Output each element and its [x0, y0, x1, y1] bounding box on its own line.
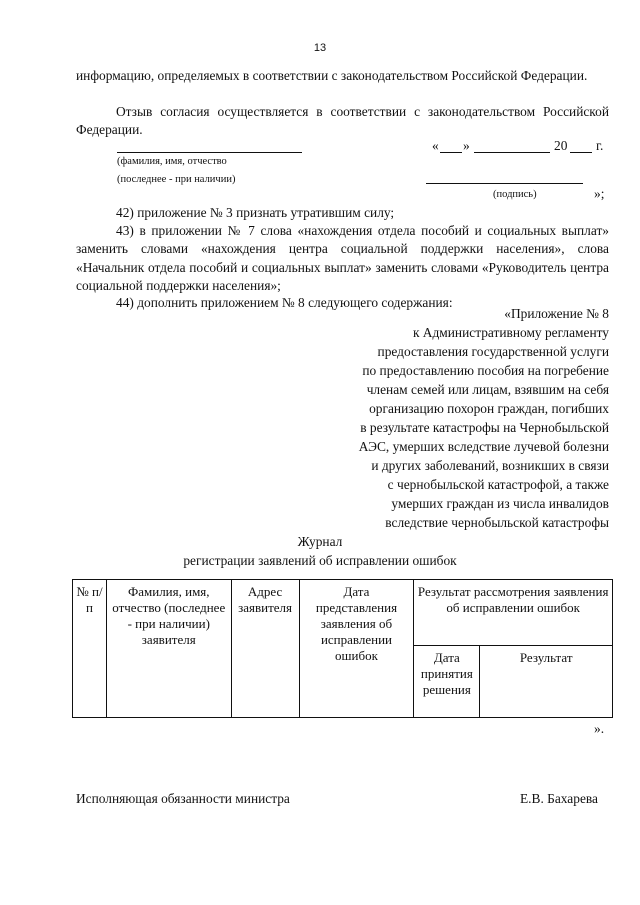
form-closing: »; — [594, 186, 605, 201]
appendix-line: «Приложение № 8 — [504, 306, 609, 321]
fio-underline — [117, 152, 302, 153]
date-day-line — [440, 152, 462, 153]
amendment-42: 42) приложение № 3 признать утратившим силу; — [116, 205, 395, 220]
appendix-header — [289, 304, 609, 532]
appendix-line: по предоставлению пособия на погребение — [362, 363, 609, 378]
date-close-quote: » — [463, 138, 470, 153]
date-open-quote: « — [432, 138, 439, 153]
appendix-line: организацию похорон граждан, погибших — [369, 401, 609, 416]
signature-underline — [426, 183, 583, 184]
appendix-line: членам семей или лицам, взявшим на себя — [366, 382, 609, 397]
col-result-header: Результат — [480, 646, 613, 718]
signatory-position: Исполняющая обязанности министра — [76, 791, 290, 806]
col-num-header: № п/п — [73, 580, 107, 718]
appendix-line: умерших граждан из числа инвалидов — [391, 496, 609, 511]
journal-table — [72, 579, 613, 718]
year-suffix: г. — [596, 138, 604, 153]
journal-subtitle: регистрации заявлений об исправлении ошибок — [183, 553, 457, 568]
col-decision-date-header: Дата принятия решения — [414, 646, 480, 718]
appendix-line: к Административному регламенту — [412, 325, 609, 340]
col-result-group-header: Результат рассмотрения заявления об исправлении ошибок — [414, 580, 613, 646]
intro-paragraph-continued: информацию, определяемых в соответствии с законодательством Российской Федерации. — [76, 68, 588, 83]
amendment-44: 44) дополнить приложением № 8 следующего содержания: — [116, 295, 453, 310]
fio-label-2: (последнее - при наличии) — [117, 174, 236, 185]
intro-paragraph-consent: Отзыв согласия осуществляется в соответствии с законодательством Российской Федерации. — [76, 104, 609, 138]
date-month-line — [474, 152, 550, 153]
appendix-line: в результате катастрофы на Чернобыльской — [360, 420, 609, 435]
signatory-name: Е.В. Бахарева — [520, 791, 598, 806]
appendix-line: вследствие чернобыльской катастрофы — [385, 515, 609, 530]
signature-label: (подпись) — [493, 189, 537, 200]
appendix-line: АЭС, умерших вследствие лучевой болезни — [358, 439, 609, 454]
amendment-43: 43) в приложении № 7 слова «нахождения отдела пособий и социальных выплат» заменить словами «нахождения центра социальной поддержки населения», слова «Начальник отдела пособий и социальных выплат» заменить словами «Руководитель центра социальной поддержки населения»; — [76, 223, 609, 294]
appendix-line: и других заболеваний, возникших в связи — [371, 458, 609, 473]
journal-title: Журнал — [297, 534, 343, 549]
year-prefix: 20 — [554, 138, 568, 153]
col-address-header: Адрес заявителя — [231, 580, 299, 718]
appendix-line: с чернобыльской катастрофой, а также — [387, 477, 609, 492]
col-date-header: Дата представления заявления об исправлении ошибок — [299, 580, 414, 718]
col-name-header: Фамилия, имя, отчество (последнее - при наличии) заявителя — [106, 580, 231, 718]
page-number: 13 — [313, 42, 327, 54]
fio-label-1: (фамилия, имя, отчество — [117, 156, 227, 167]
appendix-line: предоставления государственной услуги — [377, 344, 609, 359]
year-line — [570, 152, 592, 153]
journal-closing: ». — [594, 721, 605, 736]
